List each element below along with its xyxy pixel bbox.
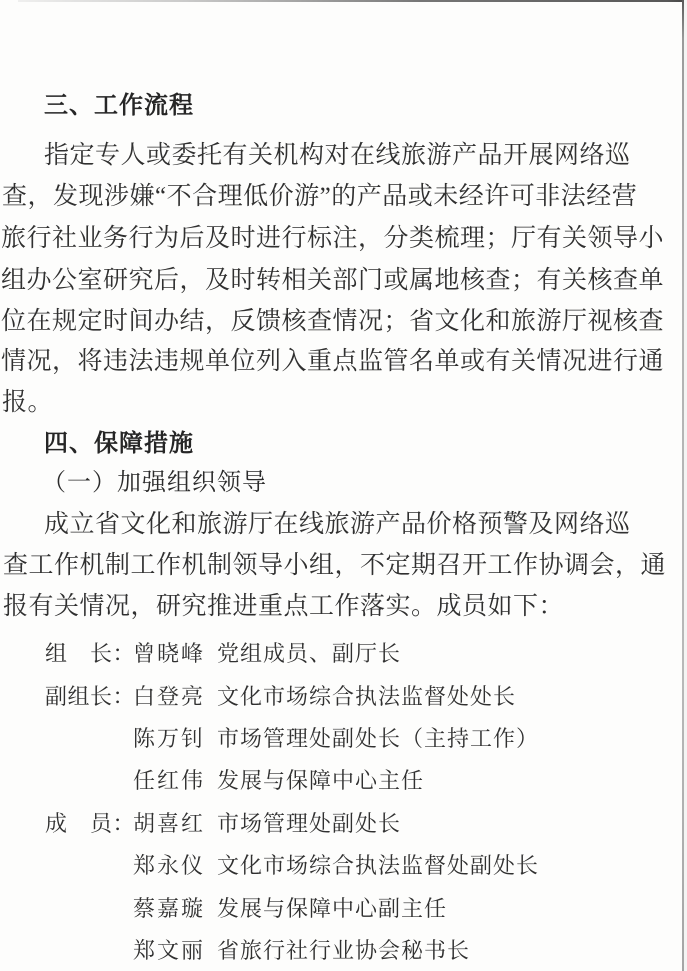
section-heading-safeguard-measures: 四、保障措施 [44,430,194,457]
member-role: 组 长： [45,641,136,666]
section-heading-work-process: 三、工作流程 [44,92,194,119]
member-title: 市场管理处副处长 [217,811,402,836]
paragraph-line: 报。 [2,389,54,416]
member-title: 市场管理处副处长（主持工作） [217,726,540,751]
member-name: 任红伟 [133,768,206,793]
scan-artifact-top-edge [18,0,687,2]
member-row [45,892,665,922]
member-row [45,807,665,837]
member-row [45,722,665,752]
paragraph-line: 旅行社业务行为后及时进行标注，分类梳理；厅有关领导小 [1,225,665,252]
paragraph-line: 指定专人或委托有关机构对在线旅游产品开展网络巡 [44,142,631,169]
member-role: 成 员： [45,811,136,836]
member-row [45,637,665,667]
member-title: 文化市场综合执法监督处处长 [217,684,517,709]
member-title: 发展与保障中心副主任 [217,896,448,921]
paragraph-line: 情况，将违法违规单位列入重点监管名单或有关情况进行通 [1,348,665,375]
paragraph-line: 位在规定时间办结，反馈核查情况；省文化和旅游厅视核查 [1,308,665,335]
member-title: 文化市场综合执法监督处副处长 [217,853,540,878]
member-name: 郑文丽 [133,938,206,963]
member-row [45,680,665,710]
member-title: 省旅行社行业协会秘书长 [217,938,471,963]
member-name: 胡喜红 [133,811,206,836]
paragraph-line: 报有关情况，研究推进重点工作落实。成员如下： [3,593,565,620]
member-name: 陈万钊 [133,726,206,751]
paragraph-line: 查，发现涉嫌“不合理低价游”的产品或未经许可非法经营 [2,183,638,210]
member-name: 蔡嘉璇 [133,896,206,921]
member-name: 曾晓峰 [133,641,206,666]
member-title: 党组成员、副厅长 [217,641,402,666]
paragraph-line: 组办公室研究后，及时转相关部门或属地核查；有关核查单 [1,267,665,294]
member-role: 副组长： [45,684,136,709]
member-row [45,764,665,794]
member-name: 白登亮 [133,684,206,709]
paragraph-line: 成立省文化和旅游厅在线旅游产品价格预警及网络巡 [44,511,631,538]
paragraph-line: 查工作机制工作机制领导小组，不定期召开工作协调会，通 [3,552,667,579]
member-row [45,849,665,879]
member-row [45,934,665,964]
member-name: 郑永仪 [133,853,206,878]
member-title: 发展与保障中心主任 [217,768,425,793]
subsection-heading-strengthen-leadership: （一）加强组织领导 [42,470,267,496]
scan-artifact-right-edge [682,0,684,971]
